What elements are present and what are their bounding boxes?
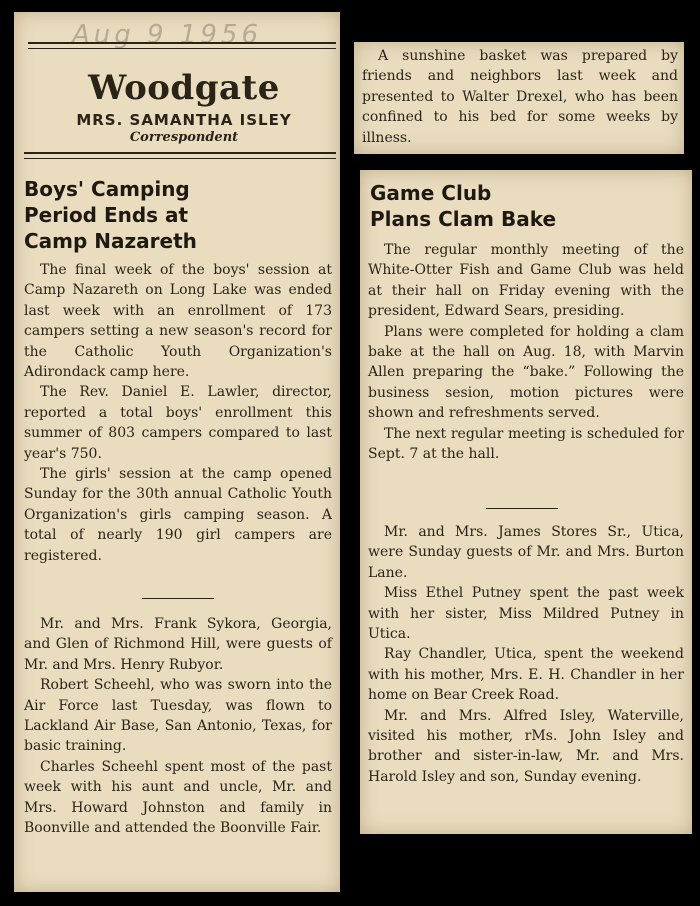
news-item-sykora: Mr. and Mrs. Frank Sykora, Georgia, and Glen of Richmond Hill, were guests of Mr. and Mrs. Henry Rubyor. (24, 616, 332, 673)
sunshine-basket-paragraph: A sunshine basket was prepared by friends and neighbors last week and presented to Walter Drexel, who has been confined to his bed for some weeks by illness. (362, 48, 678, 146)
game-club-headline-line-2: Plans Clam Bake (370, 207, 557, 231)
news-item-stores: Mr. and Mrs. James Stores Sr., Utica, were Sunday guests of Mr. and Mrs. Burton Lane. (368, 524, 684, 581)
correspondent-name: MRS. SAMANTHA ISLEY (76, 111, 292, 129)
masthead (28, 68, 340, 146)
camp-paragraph-2: The Rev. Daniel E. Lawler, director, reported a total boys' enrollment this summer of 803 campers compared to last year's 750. (24, 384, 332, 462)
article-separator (142, 598, 214, 599)
news-item-chandler: Ray Chandler, Utica, spent the weekend with his mother, Mrs. E. H. Chandler in her home on Bear Creek Road. (368, 646, 684, 704)
woodgate-clipping (14, 12, 340, 892)
camp-headline-line-2: Period Ends at (24, 203, 189, 227)
news-item-robert-scheehl: Robert Scheehl, who was sworn into the Air Force last Tuesday, was flown to Lackland Air Base, San Antonio, Texas, for basic training. (24, 677, 332, 755)
camp-headline-line-1: Boys' Camping (24, 177, 190, 201)
camp-article (24, 260, 332, 566)
masthead-top-rule-thin (28, 48, 336, 49)
game-club-clipping (360, 170, 692, 834)
sunshine-basket-article (362, 46, 678, 148)
game-club-headline (370, 180, 680, 232)
game-club-paragraph-1: The regular monthly meeting of the White-Otter Fish and Game Club was held at their hall on Friday evening with the president, Edward Sears, presiding. (368, 242, 684, 320)
sunshine-basket-clipping (354, 42, 684, 154)
masthead-top-rule (28, 42, 336, 44)
article-separator-right (486, 508, 558, 509)
news-item-putney: Miss Ethel Putney spent the past week with her sister, Miss Mildred Putney in Utica. (368, 585, 684, 643)
local-news-items-right (368, 522, 684, 787)
camp-paragraph-3: The girls' session at the camp opened Sunday for the 30th annual Catholic Youth Organization's girls camping season. A total of nearly 190 girl campers are registered. (24, 466, 332, 564)
news-item-charles-scheehl: Charles Scheehl spent most of the past week with his aunt and uncle, Mr. and Mrs. Howard Johnston and family in Boonville and attended the Boonville Fair. (24, 758, 332, 837)
camp-headline (24, 176, 324, 254)
camp-paragraph-1: The final week of the boys' session at Camp Nazareth on Long Lake was ended last week with an enrollment of 173 campers setting a new season's record for the Catholic Youth Organization's Adirondack camp here. (24, 262, 332, 381)
column-title: Woodgate (88, 68, 280, 108)
correspondent-role: Correspondent (129, 130, 239, 145)
masthead-bottom-rule (24, 152, 336, 154)
handwritten-date: Aug 9 1956 (72, 20, 263, 50)
news-item-isley: Mr. and Mrs. Alfred Isley, Waterville, visited his mother, rMs. John Isley and brother and sister-in-law, Mr. and Mrs. Harold Isley and son, Sunday evening. (368, 707, 684, 785)
game-club-headline-line-1: Game Club (370, 181, 492, 205)
local-news-items-left (24, 614, 332, 838)
camp-headline-line-3: Camp Nazareth (24, 229, 197, 253)
game-club-article (368, 240, 684, 464)
game-club-paragraph-2: Plans were completed for holding a clam bake at the hall on Aug. 18, with Marvin Allen preparing the “bake.” Following the business sesion, motion pictures were shown and refreshments served. (368, 323, 684, 422)
game-club-paragraph-3: The next regular meeting is scheduled for Sept. 7 at the hall. (368, 425, 684, 463)
masthead-bottom-rule-thin (24, 158, 336, 159)
